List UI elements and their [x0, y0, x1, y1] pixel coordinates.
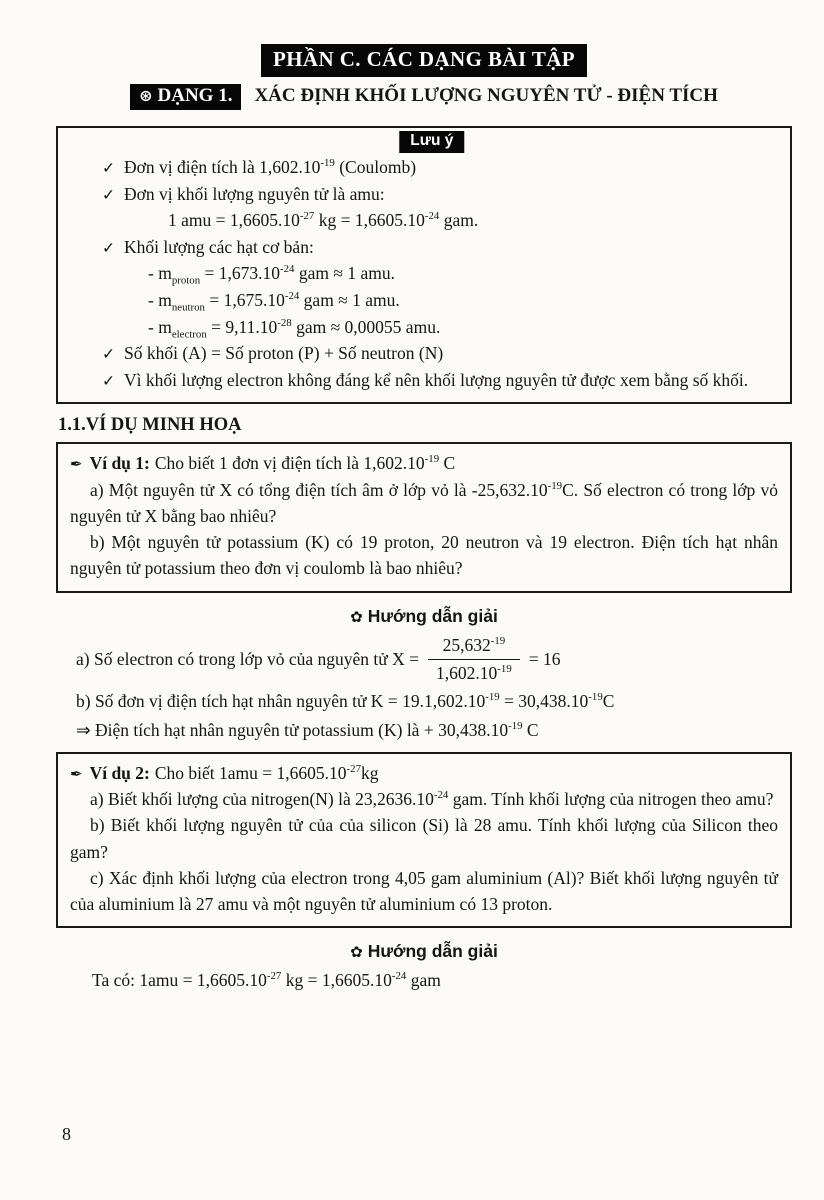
flower-icon: ✿ [350, 943, 363, 962]
dang-label: DẠNG 1. [157, 85, 233, 106]
luu-y-item [72, 154, 778, 181]
check-icon: ✓ [102, 159, 115, 177]
section-heading: 1.1.VÍ DỤ MINH HOẠ [58, 415, 242, 436]
luu-y-subline [72, 287, 778, 314]
luu-y-text: Vì khối lượng electron không đáng kể nên khối lượng nguyên tử được xem bằng số khối. [124, 369, 749, 390]
solution-a-prefix: a) Số electron có trong lớp vỏ của nguyên tử X = [76, 648, 420, 669]
example-intro [70, 760, 778, 786]
luu-y-item [72, 367, 778, 394]
luu-y-text: - $m_{neutron} = 1,675.10^{-24}$ gam ≈ 1 amu. [148, 289, 400, 314]
check-icon: ✓ [102, 185, 115, 204]
example-intro-text: Cho biết 1 đơn vị điện tích là $1,602.10^{-19}$ C [154, 453, 456, 474]
dang-badge [130, 84, 241, 110]
luu-y-text: Khối lượng các hạt cơ bản: [124, 236, 314, 257]
example-paragraph-a: a) Biết khối lượng của nitrogen(N) là $23,2636.10^{-24}$ gam. Tính khối lượng của nitrogen theo amu? [90, 789, 774, 810]
luu-y-text: Đơn vị khối lượng nguyên tử là amu: [124, 183, 385, 204]
solution-line-b: b) Số đơn vị điện tích hạt nhân nguyên tử $K = 19.1,602.10^{-19} = 30,438.10^{-19}C$ [76, 690, 615, 711]
example-paragraph-b: b) Biết khối lượng nguyên tử của của silicon (Si) là 28 amu. Tính khối lượng của Silicon theo gam? [70, 815, 778, 862]
example-paragraph-c: c) Xác định khối lượng của electron trong 4,05 gam aluminium (Al)? Biết khối lượng nguyên tử của aluminium là 27 amu và một nguyên tử aluminium có 13 proton. [70, 867, 778, 915]
luu-y-text: - $m_{proton} = 1,673.10^{-24}$ gam ≈ 1 amu. [148, 263, 395, 287]
luu-y-box [56, 126, 792, 404]
example-1-box [56, 442, 792, 592]
luu-y-text: 1 amu = $1,6605.10^{-27}$ kg = $1,6605.10^{-24}$ gam. [168, 210, 479, 231]
example-intro [70, 450, 778, 476]
solution-heading-text: Hướng dẫn giải [367, 941, 498, 962]
check-icon: ✓ [102, 371, 115, 390]
luu-y-subline [72, 314, 778, 341]
pen-icon: ✒ [70, 764, 83, 783]
luu-y-item [72, 340, 778, 367]
check-icon: ✓ [102, 238, 115, 257]
luu-y-item [72, 181, 778, 208]
page-title: PHẦN C. CÁC DẠNG BÀI TẬP [261, 44, 587, 77]
example-label: Ví dụ 2: [89, 762, 150, 783]
example-intro-text: Cho biết $1amu = 1,6605.10^{-27}kg$ [154, 762, 379, 783]
solution-heading [56, 941, 792, 962]
header [56, 44, 792, 77]
luu-y-text: - $m_{electron} = 9,11.10^{-28}$ gam ≈ 0,00055 amu. [148, 316, 441, 341]
flower-badge-icon: ⊛ [139, 86, 153, 105]
dang-title: XÁC ĐỊNH KHỐI LƯỢNG NGUYÊN TỬ - ĐIỆN TÍCH [254, 85, 718, 106]
example-label: Ví dụ 1: [89, 453, 150, 474]
check-icon: ✓ [102, 345, 115, 364]
pen-icon: ✒ [70, 455, 83, 474]
luu-y-subline [72, 260, 778, 287]
solution-line-a [56, 635, 792, 684]
solution-heading [56, 606, 792, 627]
luu-y-subline [72, 207, 778, 234]
page-number: 8 [62, 1124, 71, 1144]
fraction [428, 635, 520, 684]
luu-y-badge: Lưu ý [399, 131, 464, 153]
example-paragraph-a: a) Một nguyên tử X có tổng điện tích âm ở lớp vỏ là $-25,632.10^{-19}C$. Số electron có trong lớp vỏ nguyên tử X bằng bao nhiêu? [70, 479, 778, 526]
example-2-box [56, 752, 792, 929]
dang-row [56, 84, 792, 110]
solution-line-conclusion: ⇒ Điện tích hạt nhân nguyên tử potassium (K) là + $30,438.10^{-19}$ C [76, 719, 539, 740]
luu-y-text: Đơn vị điện tích là $1,602.10^{-19}$ (Coulomb) [124, 157, 417, 177]
solution-a-suffix: = 16 [528, 648, 561, 669]
fraction-denominator: $1,602.10^{-19}$ [436, 662, 512, 683]
solution-heading-text: Hướng dẫn giải [367, 605, 498, 626]
solution-2-line: Ta có: $1amu = 1,6605.10^{-27}$ kg = $1,6605.10^{-24}$ gam [92, 970, 441, 991]
flower-icon: ✿ [350, 607, 363, 626]
example-paragraph-b: b) Một nguyên tử potassium (K) có 19 proton, 20 neutron và 19 electron. Điện tích hạt nhân nguyên tử potassium theo đơn vị coulomb là bao nhiêu? [70, 532, 778, 579]
luu-y-text: Số khối (A) = Số proton (P) + Số neutron (N) [124, 343, 444, 364]
luu-y-item [72, 234, 778, 261]
fraction-numerator: $25,632^{-19}$ [428, 635, 520, 660]
